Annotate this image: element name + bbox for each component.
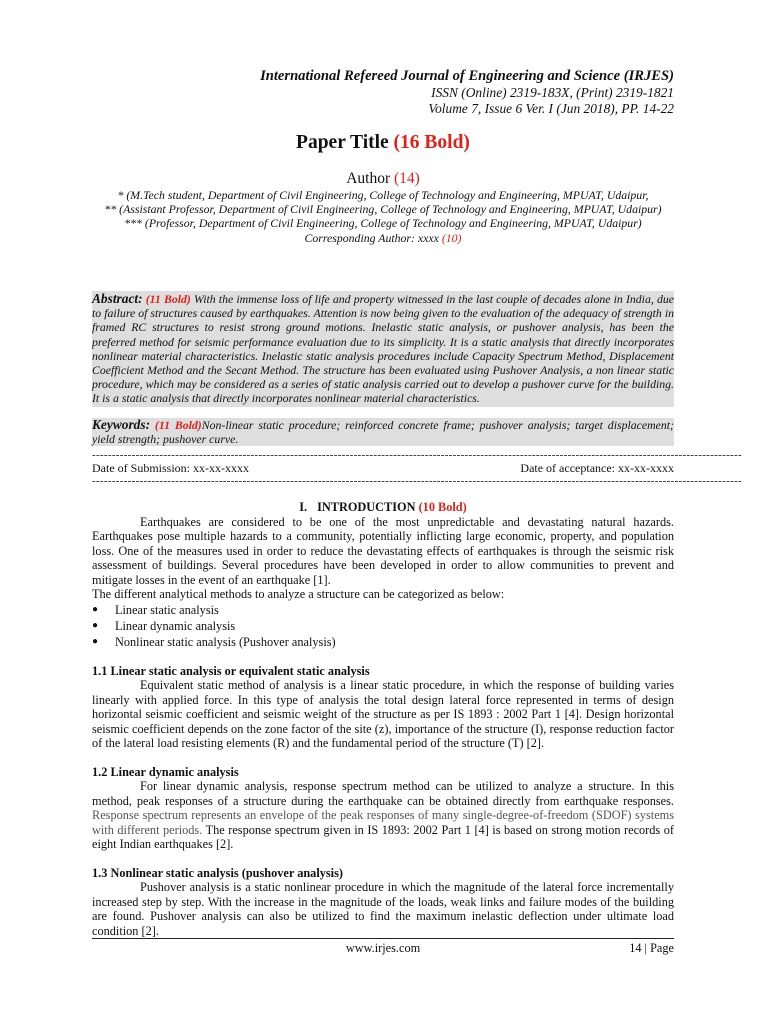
- bullet-icon: ●: [92, 619, 99, 631]
- submission-date: Date of Submission: xx-xx-xxxx: [92, 461, 249, 475]
- list-item: ● Linear static analysis: [92, 602, 219, 617]
- footer-url: www.irjes.com: [345, 941, 421, 955]
- acceptance-date: Date of acceptance: xx-xx-xxxx: [520, 461, 674, 475]
- title-size-note: (16 Bold): [393, 132, 470, 153]
- intro-paragraph-2: The different analytical methods to analyze a structure can be categorized as below:: [92, 587, 505, 601]
- affiliations: [92, 188, 674, 245]
- paper-title: Paper Title (16 Bold): [296, 132, 470, 153]
- list-item: ● Linear dynamic analysis: [92, 618, 236, 633]
- abstract-block: [92, 291, 674, 407]
- keywords-block: Keywords: (11 Bold)Non-linear static procedure; reinforced concrete frame; pushover analysis; target displacement; yield strength; pushover curve.: [92, 417, 674, 447]
- subsection-1-3-heading: 1.3 Nonlinear static analysis (pushover analysis): [92, 865, 343, 880]
- divider-top: --------------------------------------------------------------------------------------------------------------------------------------------------------------------: [92, 449, 742, 461]
- methods-list: [92, 602, 674, 650]
- subsection-1-3-text: Pushover analysis is a static nonlinear procedure in which the magnitude of the lateral force incrementally increased step by step. With the increase in the magnitude of the loads, weak links and failure modes of the building are found. Pushover analysis can also be utilized to find the maximum inelastic deflection under ultimate load condition [2].: [92, 880, 674, 938]
- keywords-text: Non-linear static procedure; reinforced concrete frame; pushover analysis; target displacement; yield strength; pushover curve.: [92, 418, 674, 447]
- journal-name: International Refereed Journal of Engineering and Science (IRJES): [260, 68, 674, 84]
- journal-header: [92, 68, 674, 118]
- affiliation-1: * (M.Tech student, Department of Civil Engineering, College of Technology and Engineering, MPUAT, Udaipur,: [117, 188, 649, 202]
- keywords-size-note: (11 Bold): [150, 418, 202, 432]
- intro-paragraph-1: Earthquakes are considered to be one of the most unpredictable and devastating natural hazards. Earthquakes pose multiple hazards to a community, potentially inflicting large economic, property, and population loss. One of the measures used in order to reduce the devastating effects of earthquakes is through the seismic risk assessment of buildings. Several procedures have been developed in order to allow communities to prevent and mitigate losses in the event of an earthquake [1].: [92, 514, 674, 587]
- bullet-icon: ●: [92, 635, 99, 647]
- affiliation-2: ** (Assistant Professor, Department of Civil Engineering, College of Technology and Engineering, MPUAT, Udaipur): [104, 202, 662, 217]
- section-introduction-heading: I. INTRODUCTION (10 Bold): [299, 500, 467, 514]
- corresponding-author: Corresponding Author: xxxx (10): [304, 230, 462, 245]
- divider-bottom: --------------------------------------------------------------------------------------------------------------------------------------------------------------------: [92, 475, 742, 487]
- abstract-size-note: (11 Bold): [142, 292, 195, 306]
- journal-volume: Volume 7, Issue 6 Ver. I (Jun 2018), PP. 14-22: [428, 101, 674, 116]
- author-size-note: (14): [393, 170, 420, 187]
- paper-body: [92, 500, 674, 938]
- subsection-1-2-text: For linear dynamic analysis, response spectrum method can be utilized to analyze a structure. In this method, peak responses of a structure during the earthquake can be obtained directly from earthquake responses. Response spectrum represents an envelope of the peak responses of many single-degree-of-freedom (SDOF) systems with different periods. The response spectrum given in IS 1893: 2002 Part 1 [4] is based on strong motion records of eight Indian earthquakes [2].: [92, 779, 674, 851]
- abstract-label: Abstract:: [92, 291, 143, 306]
- affiliation-3: *** (Professor, Department of Civil Engineering, College of Technology and Engineering, MPUAT, Udaipur): [124, 216, 642, 231]
- author-line: Author (14): [346, 170, 420, 187]
- dates-row: [92, 461, 674, 476]
- subsection-1-1-text: Equivalent static method of analysis is a linear static procedure, in which the response of building varies linearly with applied force. In this type of analysis the total design lateral force represented in terms of design horizontal seismic coefficient and seismic weight of the structure as per IS 1893 : 2002 Part 1 [4]. Design horizontal seismic coefficient depends on the zone factor of the site (z), importance of the structure (I), response reduction factor of the lateral load resisting elements (R) and the fundamental period of the structure (T) [2].: [92, 678, 674, 750]
- subsection-1-2-heading: 1.2 Linear dynamic analysis: [92, 764, 239, 779]
- abstract-text: With the immense loss of life and property witnessed in the last couple of decades alone in India, due to failure of structures caused by earthquakes. Attention is now being given to the evaluation of the adequacy of strength in framed RC structures to resist strong ground motions. Inelastic static analysis, or pushover analysis, has been the preferred method for seismic performance evaluation due to its simplicity. It is a static analysis that directly incorporates nonlinear material characteristics. Inelastic static analysis procedures include Capacity Spectrum Method, Displacement Coefficient Method and the Secant Method. The structure has been evaluated using Pushover Analysis, a non linear static procedure, which may be considered as a series of static analysis carried out to develop a pushover curve for the building. It is a static analysis that directly incorporates nonlinear material characteristics.: [92, 292, 674, 406]
- journal-issn: ISSN (Online) 2319-183X, (Print) 2319-1821: [431, 84, 674, 100]
- keywords-label: Keywords: [92, 417, 146, 432]
- subsection-1-1-heading: 1.1 Linear static analysis or equivalent static analysis: [92, 663, 370, 678]
- page-number: 14 | Page: [629, 941, 674, 955]
- list-item: ● Nonlinear static analysis (Pushover analysis): [92, 634, 336, 649]
- page-footer: [92, 938, 674, 956]
- bullet-icon: ●: [92, 603, 99, 615]
